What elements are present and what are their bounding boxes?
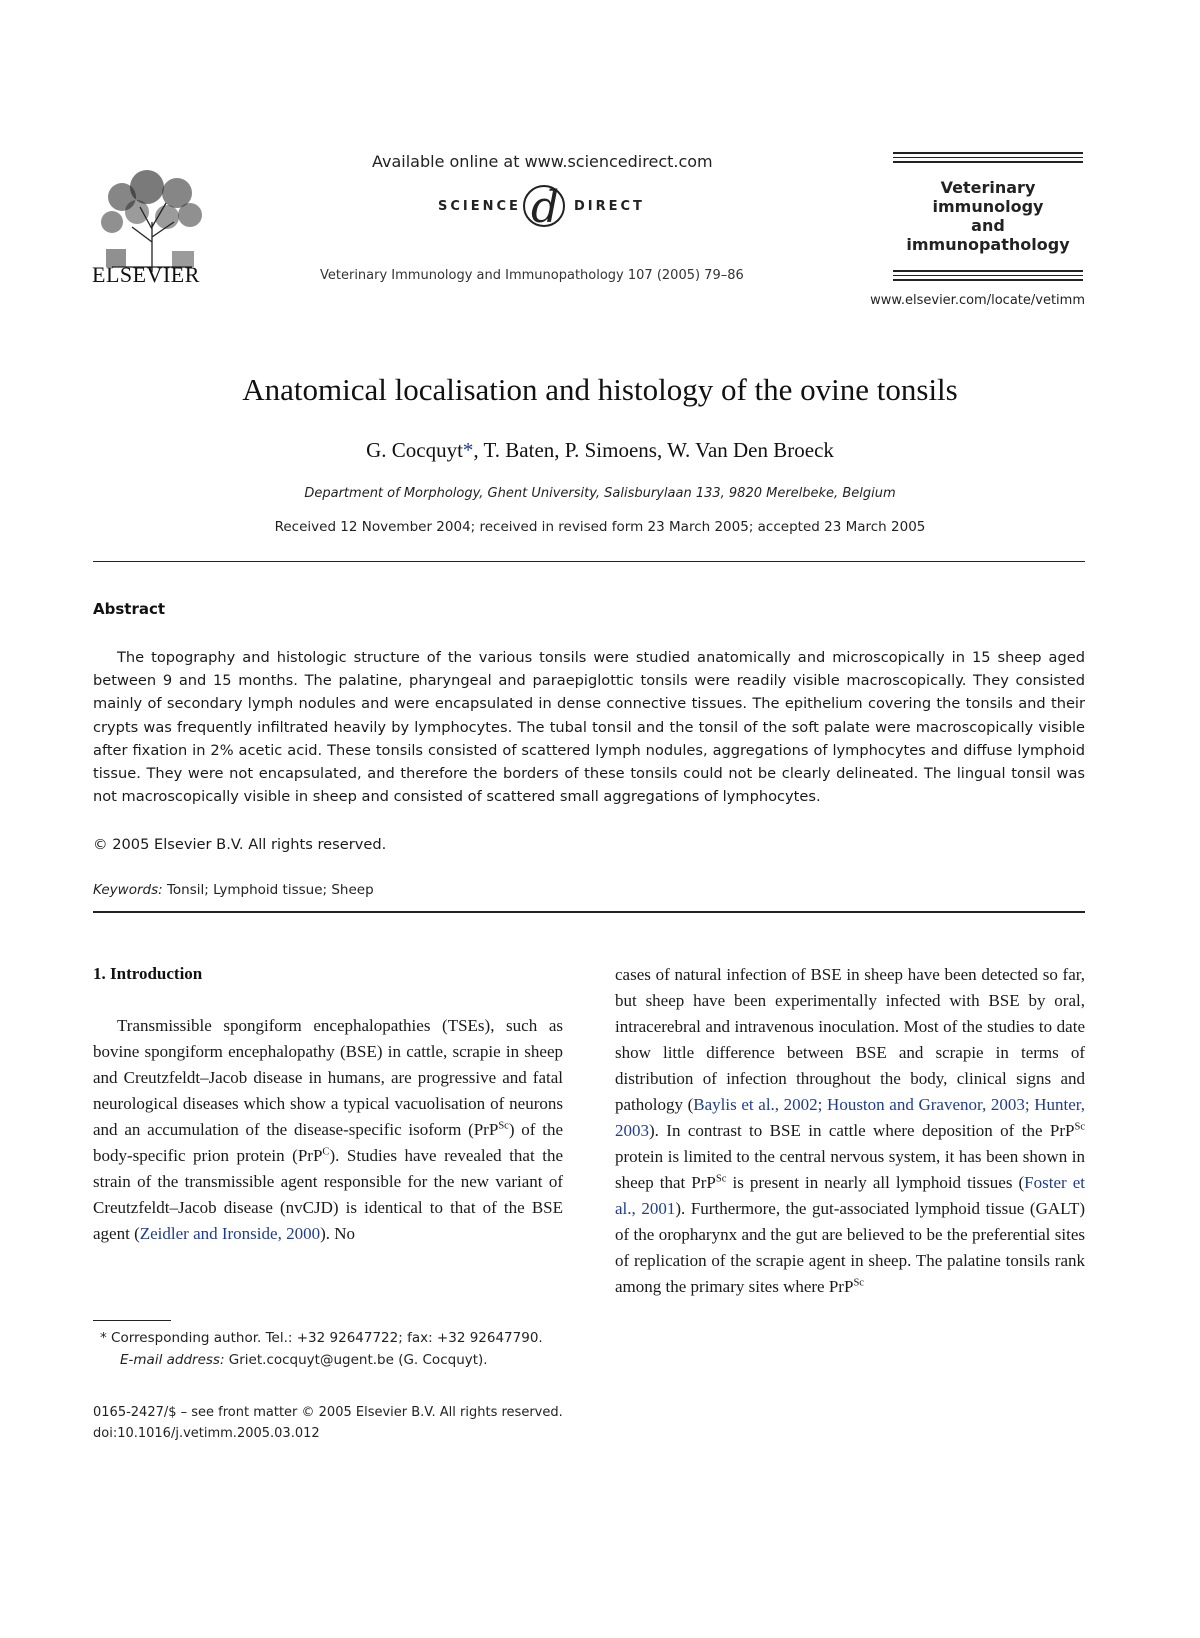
body-column-left [93,1013,563,1247]
issn-line: 0165-2427/$ – see front matter © 2005 Elsevier B.V. All rights reserved. [93,1405,563,1420]
article-dates: Received 12 November 2004; received in revised form 23 March 2005; accepted 23 March 2005 [274,519,926,535]
superscript: Sc [1074,1121,1085,1133]
sciencedirect-logo [438,178,678,232]
doi-line[interactable]: doi:10.1016/j.vetimm.2005.03.012 [93,1426,320,1441]
footnote-rule [93,1320,171,1321]
article-title: Anatomical localisation and histology of the ovine tonsils [242,372,958,407]
body-text: ). No [320,1224,356,1243]
journal-title-line: and [971,216,1005,235]
body-text: protein is limited to the central nervous system, it has been shown in sheep that PrP [615,1147,1085,1192]
affiliation: Department of Morphology, Ghent University, Salisburylaan 133, 9820 Merelbeke, Belgium [304,486,896,501]
journal-url[interactable]: www.elsevier.com/locate/vetimm [870,293,1085,308]
email-label: E-mail address: [120,1352,225,1368]
available-online-text: Available online at www.sciencedirect.com [372,152,713,171]
body-text: Transmissible spongiform encephalopathies (TSEs), such as bovine spongiform encephalopathy (BSE) in cattle, scrapie in sheep and Creutzfeldt–Jacob disease in humans, are progressive and fatal neurological diseases which show a typical vacuolisation of neurons and an accumulation of the disease-specific isoform (PrP [93,1016,563,1139]
footnote-text: Corresponding author. Tel.: +32 92647722; fax: +32 92647790. [111,1330,543,1346]
body-text: ). In contrast to BSE in cattle where deposition of the PrP [649,1121,1075,1140]
superscript: Sc [853,1277,864,1289]
sciencedirect-logo-text: SCIENCE [438,199,521,214]
divider-top [93,561,1085,562]
section-heading-introduction: 1. Introduction [93,964,203,983]
corresponding-author-marker[interactable]: * [462,438,474,462]
footnote-marker: * [100,1330,107,1346]
svg-text:d: d [531,182,560,232]
body-text: is present in nearly all lymphoid tissues ( [726,1173,1025,1192]
author-list [0,438,1200,463]
body-column-right [615,962,1085,1300]
citation-link[interactable]: Foster et al., 2001 [615,1173,1085,1218]
superscript: C [322,1146,330,1158]
superscript: Sc [715,1173,727,1185]
journal-title-line: immunopathology [906,235,1070,254]
citation-link[interactable]: Zeidler and Ironside, 2000 [139,1224,321,1243]
footnote-corresponding [100,1330,543,1346]
journal-citation: Veterinary Immunology and Immunopathology 107 (2005) 79–86 [320,268,744,283]
footnote-email [120,1352,488,1368]
abstract-copyright: © 2005 Elsevier B.V. All rights reserved. [93,836,387,853]
svg-text:DIRECT: DIRECT [574,199,645,214]
body-text: cases of natural infection of BSE in sheep have been detected so far, but sheep have been experimentally infected with BSE by oral, intracerebral and intravenous inoculation. Most of the studies to date show little difference between BSE and scrapie in terms of distribution of infection throughout the body, clinical signs and pathology ( [615,965,1085,1114]
journal-title [893,178,1083,254]
publisher-wordmark: ELSEVIER [92,262,200,287]
journal-title-box [893,152,1083,282]
body-text: ). Studies have revealed that the strain of the transmissible agent responsible for the new variant of Creutzfeldt–Jacob disease (nvCJD) is identical to that of the BSE agent ( [93,1146,564,1243]
keywords-list: Tonsil; Lymphoid tissue; Sheep [166,882,374,898]
co-authors: , T. Baten, P. Simoens, W. Van Den Broeck [473,438,834,462]
body-text: ). Furthermore, the gut-associated lymphoid tissue (GALT) of the oropharynx and the gut are believed to be the preferential sites of replication of the scrapie agent in sheep. The palatine tonsils rank among the primary sites where PrP [615,1199,1085,1296]
keywords-label: Keywords: [93,882,163,898]
email-address[interactable]: Griet.cocquyt@ugent.be (G. Cocquyt). [228,1352,488,1368]
abstract-text: The topography and histologic structure of the various tonsils were studied anatomically and microscopically in 15 sheep aged between 9 and 15 months. The palatine, pharyngeal and paraepiglottic tonsils were readily visible macroscopically. They consisted mainly of secondary lymph nodules and were encapsulated in dense connective tissues. The epithelium covering the tonsils and their crypts was frequently infiltrated heavily by lymphocytes. The tubal tonsil and the tonsil of the soft palate were macroscopically visible after fixation in 2% acetic acid. These tonsils consisted of scattered lymph nodules, aggregations of lymphocytes and diffuse lymphoid tissue. They were not encapsulated, and therefore the borders of these tonsils could not be clearly delineated. The lingual tonsil was not macroscopically visible in sheep and consisted of scattered small aggregations of lymphocytes. [93,649,1085,806]
citation-link[interactable]: Baylis et al., 2002; Houston and Gravenor, 2003; Hunter, 2003 [615,1095,1085,1140]
keywords [93,882,374,898]
abstract-heading: Abstract [93,600,166,618]
divider-bottom [93,911,1085,913]
body-text: ) of the body-specific prion protein (PrP [93,1120,564,1165]
journal-title-line: immunology [932,197,1044,216]
first-author: G. Cocquyt [366,438,463,462]
journal-title-line: Veterinary [940,178,1036,197]
superscript: Sc [498,1120,509,1132]
